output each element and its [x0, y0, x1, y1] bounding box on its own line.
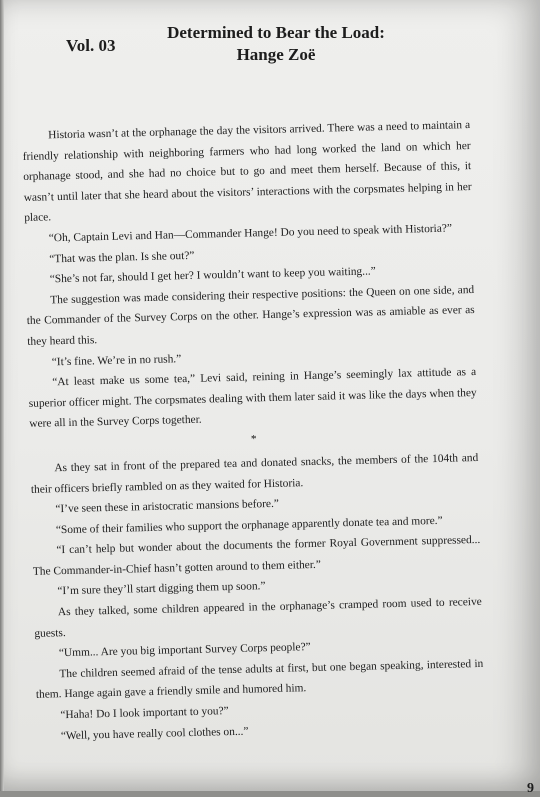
paragraph: “That was the plan. Is she out?” — [49, 249, 195, 265]
chapter-title-line-1: Determined to Bear the Load: — [167, 23, 385, 42]
page-number: 9 — [527, 781, 534, 796]
paragraph: “I’ve seen these in aristocratic mansions before.” — [55, 497, 280, 516]
page-spine-shadow — [0, 0, 4, 791]
paragraph: “Haha! Do I look important to you?” — [60, 705, 229, 722]
paragraph: Historia wasn’t at the orphanage the day the visitors arrived. There was a need to maintain a friendly relationship with neighboring farmers who had long worked the land on which her orphanage stood, and she had no choice but to go and meet them herself. Because of this, it wasn’t until later that she heard about the visitors’ interactions with the corpsmates helping in her place. — [22, 119, 472, 225]
paragraph: As they talked, some children appeared in the orphanage’s cramped room used to receive guests. — [34, 595, 482, 640]
paragraph: “Well, you have really cool clothes on...” — [60, 725, 249, 742]
section-separator: * — [250, 433, 257, 446]
paragraph: “She’s not far, should I get her? I wouldn’t want to keep you waiting...” — [49, 265, 376, 286]
chapter-title — [146, 22, 406, 66]
paragraph: “Umm... Are you big important Survey Corps people?” — [58, 641, 311, 660]
paragraph: “Some of their families who support the orphanage apparently donate tea and more.” — [55, 514, 443, 536]
paragraph: “At least make us some tea,” Levi said, reining in Hange’s seemingly lax attitude as a superior officer might. The corpsmates dealing with them later said it was like the days when they were all in the Survey Corps together. — [28, 366, 477, 431]
paragraph: The children seemed afraid of the tense adults at first, but one began speaking, interested in them. Hange again gave a friendly smile and humored him. — [35, 657, 484, 702]
paragraph: “I can’t help but wonder about the documents the former Royal Government suppressed... The Commander-in-Chief hasn’t gotten around to them either.” — [32, 534, 481, 578]
paragraph: As they sat in front of the prepared tea and donated snacks, the members of the 104th and their officers briefly rambled on as they waited for Historia. — [30, 451, 479, 496]
paragraph: “Oh, Captain Levi and Han—Commander Hange! Do you need to speak with Historia?” — [48, 222, 453, 245]
chapter-title-line-2: Hange Zoë — [236, 45, 316, 64]
paragraph: The suggestion was made considering their respective positions: the Queen on one side, and the Commander of the Survey Corps on the other. Hange’s expression was as amiable as ever as they heard this. — [26, 283, 475, 348]
paragraph: “It’s fine. We’re in no rush.” — [51, 352, 182, 368]
volume-label: Vol. 03 — [66, 36, 116, 55]
body-text — [22, 115, 485, 747]
paragraph: “I’m sure they’ll start digging them up soon.” — [57, 580, 266, 598]
